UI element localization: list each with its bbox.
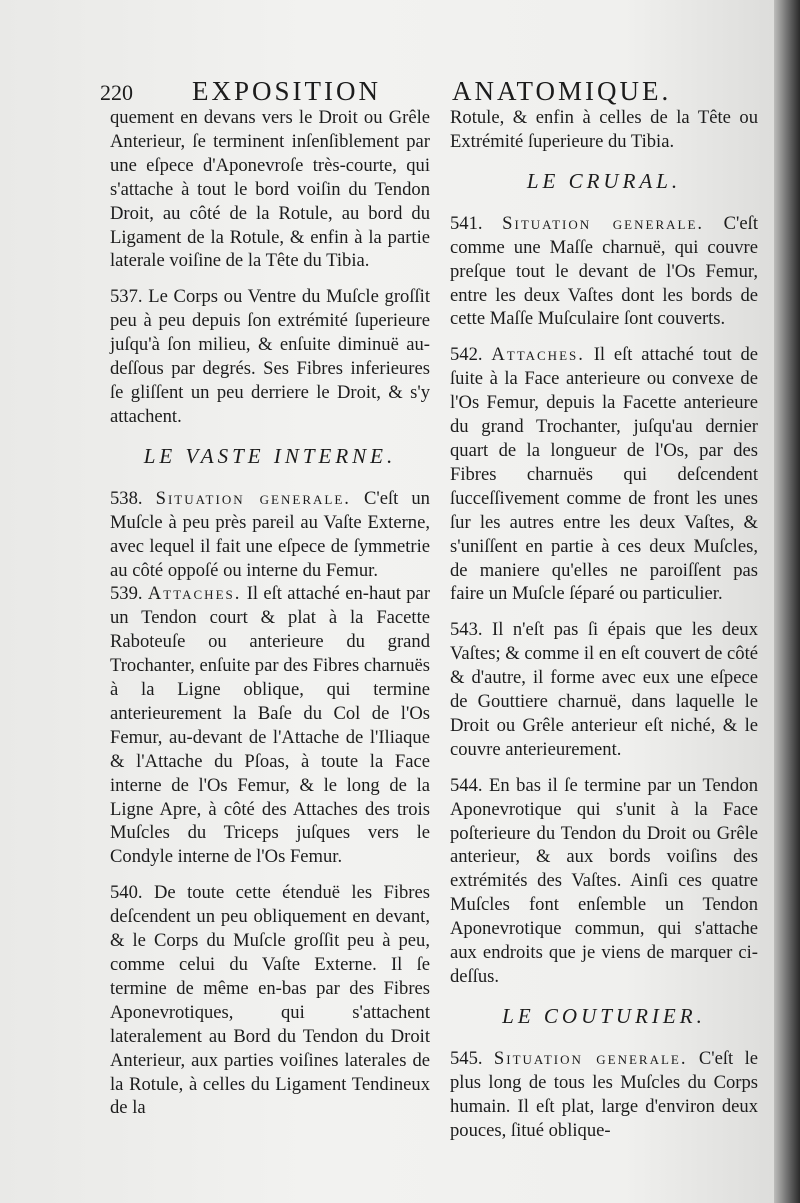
paragraph-text: C'eſt comme une Maſſe charnuë, qui couvre preſque tout le devant de l'Os Femur, entre les deux Vaſtes dont les bords de cette Maſſe Muſculaire ſont couverts. bbox=[450, 212, 758, 330]
paragraph-541 bbox=[450, 212, 758, 332]
paragraph-number: 539. bbox=[110, 583, 143, 605]
paragraph-continuation: quement en devans vers le Droit ou Grêle Anterieur, ſe terminent inſenſiblement par une eſpece d'Aponevroſe très-courte, qui s'attache à tout le bord voiſin du Tendon Droit, au côté de la Rotule, au bord du Ligament de la Rotule, & enfin à la partie laterale voiſine de la Tête du Tibia. bbox=[110, 107, 430, 272]
paragraph-540: 540. De toute cette étenduë les Fibres deſcendent un peu obliquement en devant, & le Corps du Muſcle groſſit peu à peu, comme celui du Vaſte Externe. Il ſe termine de même en-bas par des Fibres Aponevrotiques, qui s'attachent lateralement au Bord du Tendon du Droit Anterieur, aux parties voiſines laterales de la Rotule, à celles du Ligament Tendineux de la bbox=[110, 882, 430, 1119]
paragraph-text: C'eſt le plus long de tous les Muſcles du Corps humain. Il eſt plat, large d'environ deux pouces, ſitué oblique- bbox=[450, 1047, 758, 1141]
left-column bbox=[110, 106, 430, 1120]
paragraph-number: 541. bbox=[450, 212, 483, 234]
paragraph-continuation: Rotule, & enfin à celles de la Tête ou Extrémité ſuperieure du Tibia. bbox=[450, 107, 758, 152]
page-number: 220 bbox=[100, 80, 133, 105]
section-heading-couturier: LE COUTURIER. bbox=[502, 1003, 706, 1028]
paragraph-label: Attaches. bbox=[491, 344, 585, 366]
paragraph-542 bbox=[450, 343, 758, 606]
paragraph-number: 542. bbox=[450, 344, 483, 366]
paragraph-label: Attaches. bbox=[147, 583, 242, 605]
paragraph-543: 543. Il n'eſt pas ſi épais que les deux Vaſtes; & comme il en eſt couvert de côté & d'autre, il forme avec eux une eſpece de Gouttiere charnuë, dans laquelle le Droit ou Grêle anterieur eſt niché, & le couvre anterieurement. bbox=[450, 619, 758, 760]
book-spine-shadow bbox=[774, 0, 800, 1203]
header-title-left: EXPOSITION bbox=[192, 76, 381, 106]
paragraph-number: 545. bbox=[450, 1047, 483, 1069]
section-heading-crural: LE CRURAL. bbox=[526, 168, 682, 193]
paragraph-label: Situation generale. bbox=[502, 212, 705, 234]
paragraph-538 bbox=[110, 487, 430, 583]
paragraph-text: C'eſt un Muſcle à peu près pareil au Vaſte Externe, avec lequel il fait une eſpece de ſymmetrie au côté oppoſé ou interne du Femur. bbox=[110, 487, 430, 581]
section-heading-vaste-interne: LE VASTE INTERNE. bbox=[143, 443, 397, 468]
paragraph-545 bbox=[450, 1047, 758, 1143]
paragraph-label: Situation generale. bbox=[155, 487, 351, 509]
paragraph-number: 538. bbox=[110, 487, 143, 509]
paragraph-text: Il eſt attaché tout de ſuite à la Face anterieure ou convexe de l'Os Femur, depuis la Facette anterieure du grand Trochanter, juſqu'au dernier quart de la longueur de l'Os, par des Fibres charnuës qui deſcendent ſucceſſivement comme de front les unes ſur les autres entre les deux Vaſtes, & s'uniſſent en partie à ces deux Muſcles, de maniere qu'elles ne paroiſſent pas faire un Muſcle ſéparé ou particulier. bbox=[450, 344, 758, 605]
right-column bbox=[450, 106, 758, 1143]
paragraph-label: Situation generale. bbox=[493, 1047, 688, 1069]
paragraph-537: 537. Le Corps ou Ventre du Muſcle groſſit peu à peu depuis ſon extrémité ſuperieure juſqu'à ſon milieu, & enſuite diminuë au-deſſous par degrés. Ses Fibres inferieures ſe gliſſent un peu derriere le Droit, & s'y attachent. bbox=[110, 286, 430, 427]
paragraph-544: 544. En bas il ſe termine par un Tendon Aponevrotique qui s'unit à la Face poſterieure du Tendon du Droit ou Grêle anterieur, & aux bords voiſins des extrémités des Vaſtes. Ainſi ces quatre Muſcles font enſemble un Tendon Aponevrotique commun, qui s'attache aux endroits que je viens de marquer ci-deſſus. bbox=[450, 774, 758, 987]
paragraph-text: Il eſt attaché en-haut par un Tendon court & plat à la Facette Raboteuſe ou anterieure du grand Trochanter, enſuite par des Fibres charnuës à la Ligne oblique, qui termine anterieurement la Baſe du Col de l'Os Femur, au-devant de l'Attache de l'Iliaque & l'Attache du Pſoas, à toute la Face interne de l'Os Femur, & le long de la Ligne Apre, à côté des Attaches des trois Muſcles du Triceps juſques vers le Condyle interne de l'Os Femur. bbox=[110, 583, 431, 868]
paragraph-539 bbox=[110, 582, 430, 869]
header-title-right: ANATOMIQUE. bbox=[452, 76, 672, 106]
